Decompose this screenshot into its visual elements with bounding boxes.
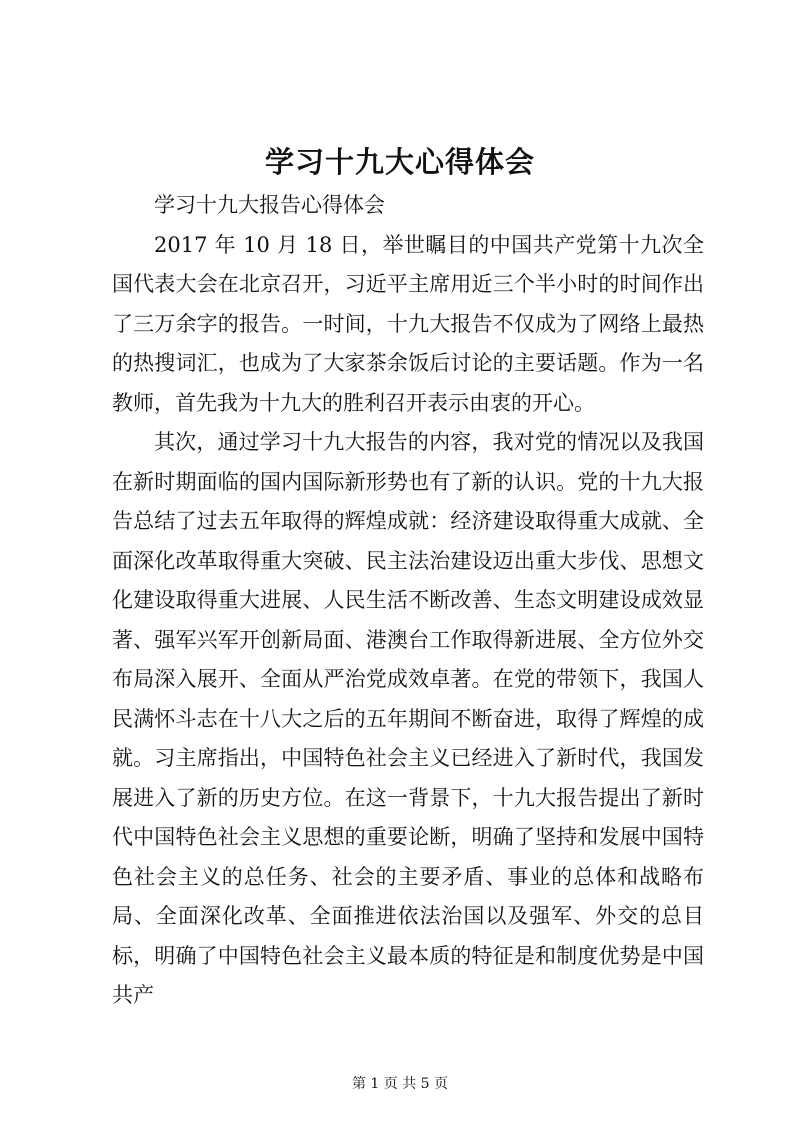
paragraph-subtitle: 学习十九大报告心得体会 [154,193,385,217]
document-body [112,186,704,1016]
paragraph: 其次，通过学习十九大报告的内容，我对党的情况以及我国在新时期面临的国内国际新形势也有了新的认识。党的十九大报告总结了过去五年取得的辉煌成就：经济建设取得重大成就、全面深化改革取得重大突破、民主法治建设迈出重大步伐、思想文化建设取得重大进展、人民生活不断改善、生态文明建设成效显著、强军兴军开创新局面、港澳台工作取得新进展、全方位外交布局深入展开、全面从严治党成效卓著。在党的带领下，我国人民满怀斗志在十八大之后的五年期间不断奋进，取得了辉煌的成就。习主席指出，中国特色社会主义已经进入了新时代，我国发展进入了新的历史方位。在这一背景下，十九大报告提出了新时代中国特色社会主义思想的重要论断，明确了坚持和发展中国特色社会主义的总任务、社会的主要矛盾、事业的总体和战略布局、全面深化改革、全面推进依法治国以及强军、外交的总目标，明确了中国特色社会主义最本质的特征是和制度优势是中国共产 [112,430,704,1007]
page-number: 第 1 页 共 5 页 [351,1076,449,1092]
page-footer [0,1074,800,1094]
paragraph: 2017 年 10 月 18 日，举世瞩目的中国共产党第十九次全国代表大会在北京召开，习近平主席用近三个半小时的时间作出了三万余字的报告。一时间，十九大报告不仅成为了网络上最热的热搜词汇，也成为了大家茶余饭后讨论的主要话题。作为一名教师，首先我为十九大的胜利召开表示由衷的开心。 [112,232,704,415]
document-title: 学习十九大心得体会 [264,145,535,179]
